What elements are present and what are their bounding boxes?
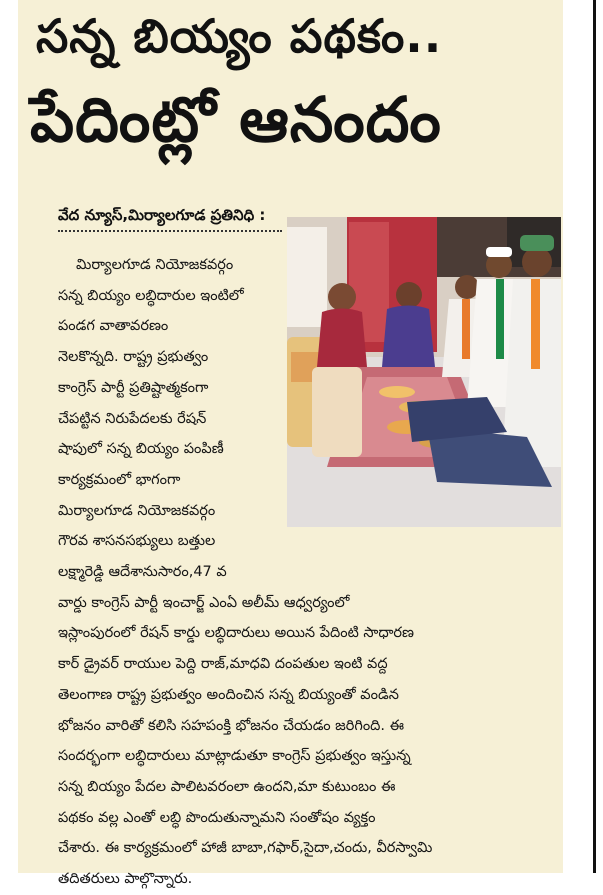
article-line: సందర్భంగా లబ్ధిదారులు మాట్లాడుతూ కాంగ్రెస్ ప్రభుత్వం ఇస్తున్న bbox=[58, 748, 411, 765]
article-line: ఇస్లాంపురంలో రేషన్ కార్డు లబ్ధిదారులు అయిన పేదింటి సాధారణ bbox=[58, 625, 415, 642]
page-border-line bbox=[593, 0, 596, 873]
article-line: వార్డు కాంగ్రెస్ పార్టీ ఇంచార్జ్ ఎంఏ అలీమ్ ఆధ్వర్యంలో bbox=[58, 594, 350, 611]
headline-line-2: పేదింట్లో ఆనందం bbox=[30, 83, 442, 156]
article-line: కార్ డ్రైవర్ రాయుల పెద్ది రాజ్,మాధవి దంపతుల ఇంటి వద్ద bbox=[58, 656, 388, 673]
article-line: తదితరులు పాల్గొన్నారు. bbox=[58, 871, 193, 888]
article-line: చేపట్టిన నిరుపేదలకు రేషన్ bbox=[58, 410, 207, 427]
article-line: పథకం వల్ల ఎంతో లబ్ధి పొందుతున్నామని సంతోషం వ్యక్తం bbox=[58, 809, 376, 826]
byline-underline bbox=[58, 230, 282, 232]
article-line: నెలకొన్నది. రాష్ట్ర ప్రభుత్వం bbox=[58, 349, 209, 366]
article-line: పండగ వాతావరణం bbox=[58, 318, 169, 335]
article-line: షాపులో సన్న బియ్యం పంపిణీ bbox=[58, 441, 224, 458]
page-edge bbox=[563, 0, 603, 873]
article-line: మిర్యాలగూడ నియోజకవర్గం bbox=[76, 257, 234, 273]
article-line: మిర్యాలగూడ నియోజకవర్గం bbox=[58, 502, 216, 519]
article-line: తెలంగాణ రాష్ట్ర ప్రభుత్వం అందించిన సన్న బియ్యంతో వండిన bbox=[58, 686, 399, 703]
article-line: చేశారు. ఈ కార్యక్రమంలో హాజీ బాబా,గఫార్,సైదా,చందు, వీరస్వామి bbox=[58, 840, 433, 857]
article-line: గౌరవ శాసనసభ్యులు బత్తుల bbox=[58, 533, 216, 550]
article-line: భోజనం వారితో కలిసి సహపంక్తి భోజనం చేయడం జరిగింది. ఈ bbox=[58, 717, 405, 734]
news-photo bbox=[287, 217, 561, 527]
article-line: సన్న బియ్యం పేదల పాలిటవరంలా ఉందని,మా కుటుంబం ఈ bbox=[58, 778, 396, 795]
byline: వేద న్యూస్,మిర్యాలగూడ ప్రతినిధి : bbox=[58, 206, 266, 224]
article-line: లక్ష్మారెడ్డి ఆదేశానుసారం,47 వ bbox=[58, 564, 227, 581]
article-line: కార్యక్రమంలో భాగంగా bbox=[58, 471, 181, 488]
article-line: కాంగ్రెస్ పార్టీ ప్రతిష్టాత్మకంగా bbox=[58, 379, 209, 396]
article-line: సన్న బియ్యం లబ్ధిదారుల ఇంటిలో bbox=[58, 287, 244, 304]
headline-line-1: సన్న బియ్యం పథకం.. bbox=[36, 9, 443, 63]
